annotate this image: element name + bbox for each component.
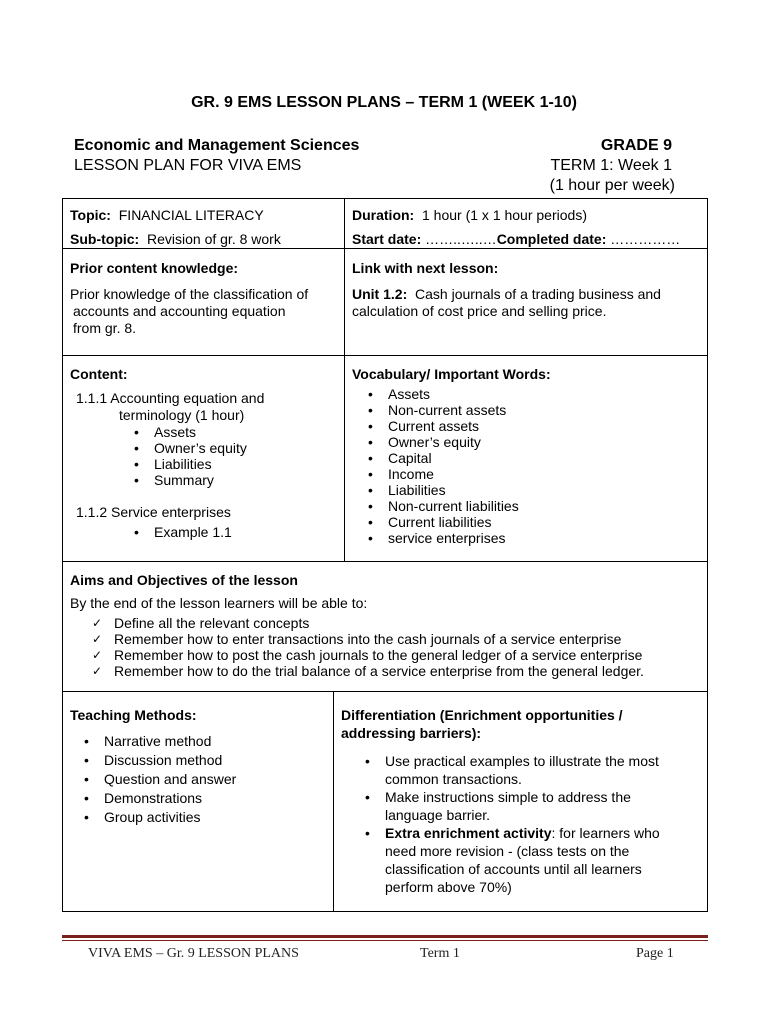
vocabulary-heading: Vocabulary/ Important Words:	[352, 366, 551, 382]
subtopic-label: Sub-topic:	[70, 231, 140, 247]
teaching-methods-cell	[63, 692, 333, 911]
list-item: • Use practical examples to illustrate the most common transactions.	[355, 752, 700, 788]
list-item: • Current assets	[358, 418, 700, 434]
list-item: • Narrative method	[74, 732, 326, 751]
teaching-diff-row	[62, 691, 708, 912]
list-item: • Owner’s equity	[124, 440, 337, 456]
differentiation-heading: Differentiation (Enrichment opportunities / addressing barriers):	[341, 707, 623, 741]
page-title: GR. 9 EMS LESSON PLANS – TERM 1 (WEEK 1-10)	[191, 94, 577, 111]
duration-label: Duration:	[352, 207, 415, 223]
header-right	[549, 136, 675, 196]
list-item: ✓ Remember how to post the cash journals to the general ledger of a service enterprise	[70, 647, 700, 663]
aims-list	[70, 615, 700, 679]
link-next-cell: Link with next lesson: Unit 1.2: Cash journals of a trading business and calculation of cost price and selling price.	[344, 249, 707, 355]
topic-cell	[63, 199, 344, 248]
duration-cell	[344, 199, 707, 248]
list-item: • Liabilities	[358, 482, 700, 498]
teaching-methods-list	[70, 732, 326, 827]
aims-heading: Aims and Objectives of the lesson	[70, 572, 298, 588]
prior-link-row	[62, 248, 708, 356]
content-cell	[63, 356, 344, 561]
list-item: • Capital	[358, 450, 700, 466]
footer-divider-thin	[62, 940, 708, 941]
footer-divider	[62, 935, 708, 938]
term-week-label: TERM 1: Week 1	[550, 157, 672, 174]
list-item: • Non-current liabilities	[358, 498, 700, 514]
list-item: • Liabilities	[124, 456, 337, 472]
list-item: • Income	[358, 466, 700, 482]
aims-row	[62, 561, 708, 692]
teaching-methods-heading: Teaching Methods:	[70, 707, 197, 723]
aims-intro: By the end of the lesson learners will be able to:	[70, 595, 368, 611]
list-item: • Assets	[124, 424, 337, 440]
prior-knowledge-cell: Prior content knowledge: Prior knowledge of the classification of accounts and accounting equation from gr. 8.	[63, 249, 344, 355]
list-item: • Extra enrichment activity: for learners who need more revision - (class tests on the classification of accounts until all learners perform above 70%)	[355, 824, 700, 896]
content-item-1: 1.1.1 Accounting equation and terminology (1 hour)	[76, 390, 265, 423]
prior-knowledge-text: Prior knowledge of the classification of	[70, 286, 309, 302]
list-item: • service enterprises	[358, 530, 700, 546]
list-item: • Question and answer	[74, 770, 326, 789]
enrichment-label: Extra enrichment activity	[385, 825, 552, 841]
content-item-1-bullets	[70, 424, 337, 488]
differentiation-list	[341, 752, 700, 896]
list-item: • Summary	[124, 472, 337, 488]
footer-left: VIVA EMS – Gr. 9 LESSON PLANS	[88, 946, 299, 961]
footer-center: Term 1	[420, 946, 460, 961]
start-date-label: Start date:	[352, 231, 422, 247]
list-item: • Discussion method	[74, 751, 326, 770]
list-item: • Current liabilities	[358, 514, 700, 530]
list-item: • Example 1.1	[124, 524, 337, 540]
topic-label: Topic:	[70, 207, 111, 223]
prior-knowledge-heading: Prior content knowledge:	[70, 260, 239, 276]
duration-value: 1 hour (1 x 1 hour periods)	[422, 207, 587, 223]
link-next-text: Cash journals of a trading business and	[415, 286, 661, 302]
vocabulary-list	[352, 386, 700, 546]
grade-label: GRADE 9	[600, 137, 672, 154]
subject-title: Economic and Management Sciences	[74, 137, 360, 154]
list-item: • Owner’s equity	[358, 434, 700, 450]
vocabulary-cell	[344, 356, 707, 561]
content-item-2-bullets	[70, 524, 337, 540]
differentiation-cell	[333, 692, 707, 911]
footer-page-number: Page 1	[636, 946, 674, 961]
completed-date-label: Completed date:	[496, 231, 607, 247]
content-vocab-row	[62, 355, 708, 562]
aims-cell	[63, 562, 707, 691]
list-item: ✓ Remember how to do the trial balance of a service enterprise from the general ledger.	[70, 663, 700, 679]
list-item: ✓ Define all the relevant concepts	[70, 615, 700, 631]
list-item: • Group activities	[74, 808, 326, 827]
list-item: • Demonstrations	[74, 789, 326, 808]
unit-label: Unit 1.2:	[352, 286, 408, 302]
topic-row	[62, 198, 708, 249]
header-left	[74, 136, 359, 176]
list-item: ✓ Remember how to enter transactions into the cash journals of a service enterprise	[70, 631, 700, 647]
list-item: • Make instructions simple to address the language barrier.	[355, 788, 700, 824]
list-item: • Assets	[358, 386, 700, 402]
start-date-value: ……..…..…	[425, 231, 497, 247]
content-heading: Content:	[70, 366, 128, 382]
topic-value: FINANCIAL LITERACY	[118, 207, 264, 223]
subtopic-value: Revision of gr. 8 work	[147, 231, 281, 247]
completed-date-value: ……………	[610, 231, 681, 247]
hours-label: (1 hour per week)	[549, 177, 675, 194]
list-item: • Non-current assets	[358, 402, 700, 418]
link-next-heading: Link with next lesson:	[352, 260, 499, 276]
lesson-plan-label: LESSON PLAN FOR VIVA EMS	[74, 157, 302, 174]
content-item-2: 1.1.2 Service enterprises	[76, 504, 231, 520]
